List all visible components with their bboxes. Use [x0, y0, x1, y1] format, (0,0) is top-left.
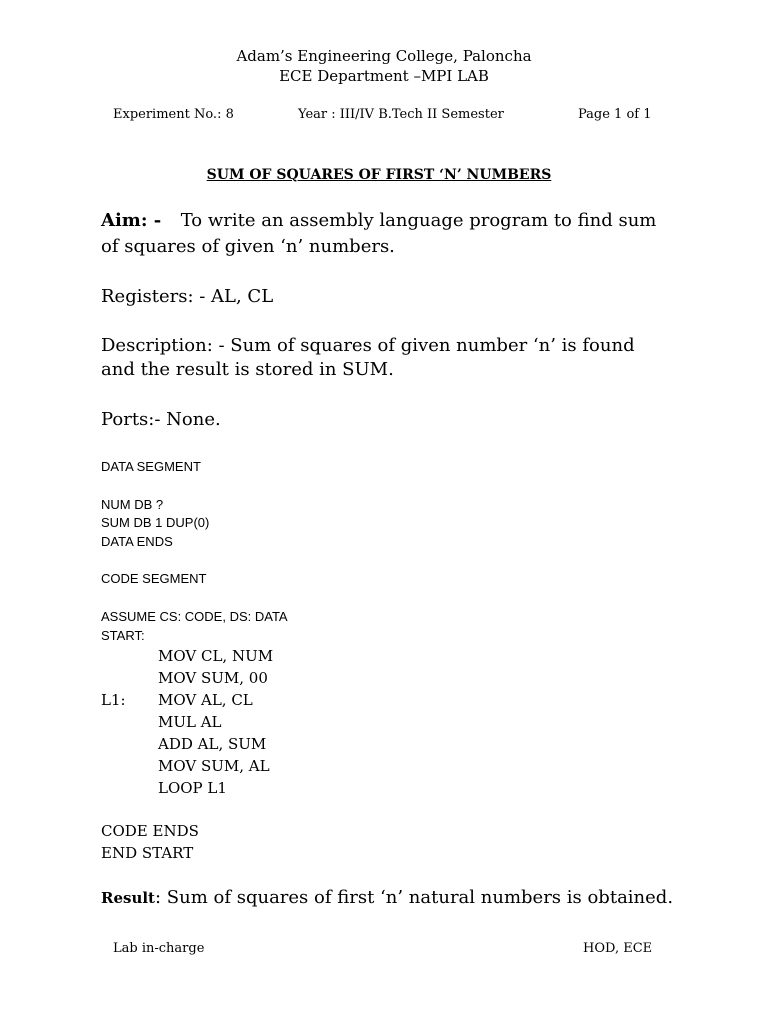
result-line [101, 887, 673, 908]
aim-line-2: of squares of given ‘n’ numbers. [101, 236, 395, 257]
description-line-2: and the result is stored in SUM. [101, 359, 394, 380]
footer-lab-incharge: Lab in-charge [113, 941, 205, 956]
code-instr-mov-al: MOV AL, CL [158, 691, 253, 709]
college-name: Adam’s Engineering College, Paloncha [236, 47, 532, 65]
code-code-ends: CODE ENDS [101, 822, 199, 840]
code-instr-mul: MUL AL [158, 713, 222, 731]
aim-text-1: To write an assembly language program to find sum [180, 210, 657, 231]
ports-line: Ports:- None. [101, 409, 221, 430]
document-title: SUM OF SQUARES OF FIRST ‘N’ NUMBERS [206, 167, 552, 183]
result-text: : Sum of squares of first ‘n’ natural numbers is obtained. [155, 887, 674, 908]
page-number: Page 1 of 1 [578, 107, 652, 122]
code-assume: ASSUME CS: CODE, DS: DATA [101, 609, 288, 624]
description-line-1: Description: - Sum of squares of given number ‘n’ is found [101, 335, 635, 356]
result-label: Result [101, 889, 155, 907]
department-name: ECE Department –MPI LAB [279, 67, 489, 85]
code-start-label: START: [101, 628, 145, 643]
footer-hod: HOD, ECE [583, 941, 653, 956]
experiment-number: Experiment No.: 8 [113, 107, 234, 122]
year-semester: Year : III/IV B.Tech II Semester [298, 107, 504, 122]
code-instr-mov-cl: MOV CL, NUM [158, 647, 274, 665]
code-instr-mov-sum: MOV SUM, 00 [158, 669, 268, 687]
code-instr-add: ADD AL, SUM [158, 735, 267, 753]
code-data-ends: DATA ENDS [101, 534, 173, 549]
aim-line-1 [101, 210, 656, 231]
registers-line: Registers: - AL, CL [101, 286, 274, 307]
code-code-segment: CODE SEGMENT [101, 571, 207, 586]
code-num-db: NUM DB ? [101, 497, 164, 512]
code-instr-mov-sum-al: MOV SUM, AL [158, 757, 270, 775]
code-instr-loop: LOOP L1 [158, 779, 227, 797]
aim-label: Aim: - [101, 210, 162, 231]
code-end-start: END START [101, 844, 194, 862]
code-l1-label: L1: [101, 691, 126, 709]
code-data-segment: DATA SEGMENT [101, 459, 201, 474]
code-sum-db: SUM DB 1 DUP(0) [101, 515, 210, 530]
